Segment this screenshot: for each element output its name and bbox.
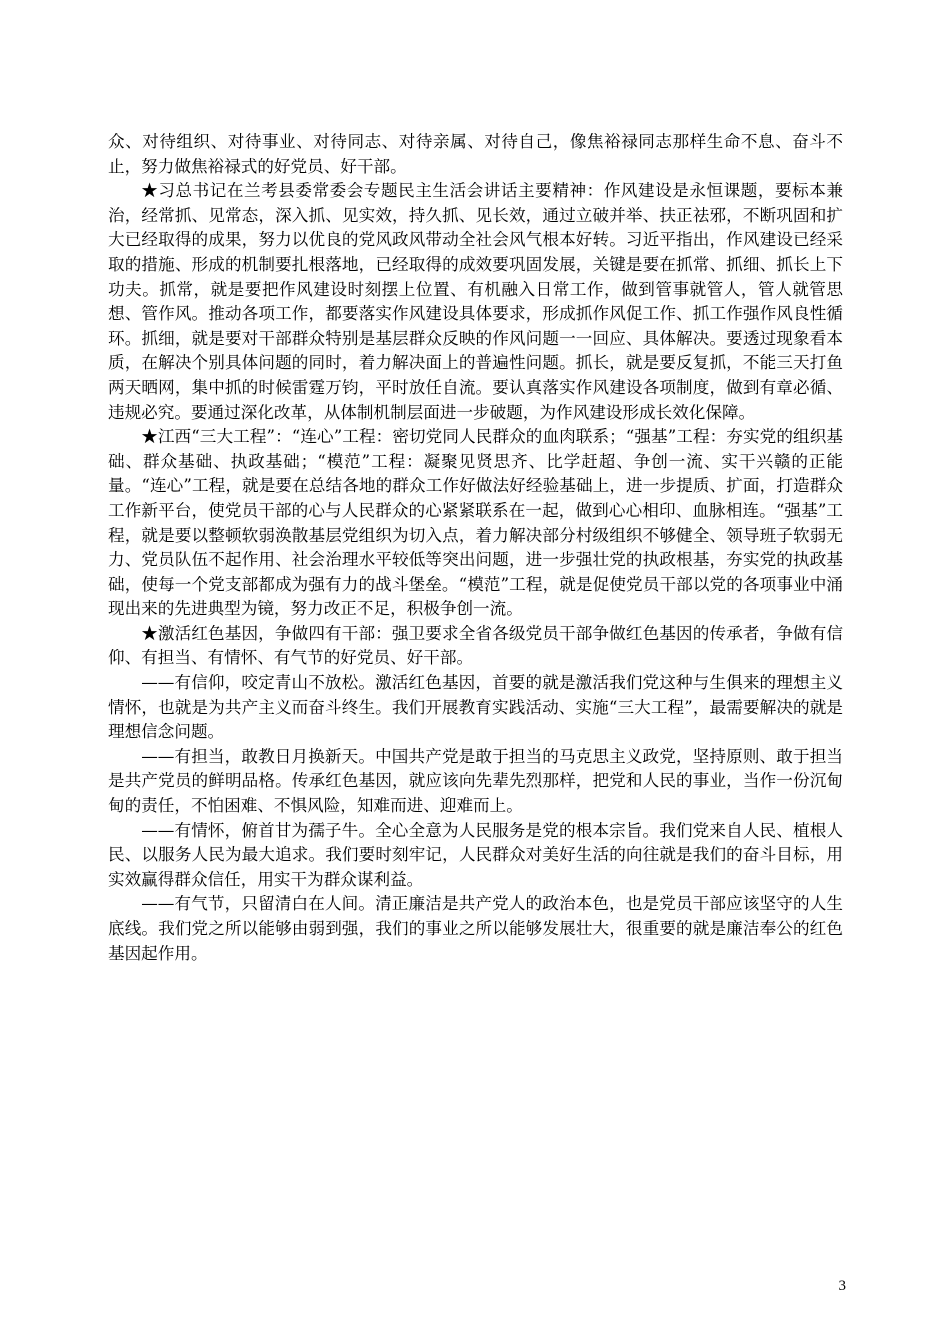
document-body [108,130,843,966]
paragraph-continuation: 众、对待组织、对待事业、对待同志、对待亲属、对待自己，像焦裕禄同志那样生命不息、奋斗不止，努力做焦裕禄式的好党员、好干部。 [108,132,843,176]
paragraph-integrity: ——有气节，只留清白在人间。清正廉洁是共产党人的政治本色，也是党员干部应该坚守的人生底线。我们党之所以能够由弱到强，我们的事业之所以能够发展壮大，很重要的就是廉洁奉公的红色基因起作用。 [108,894,843,963]
paragraph-sentiment: ——有情怀，俯首甘为孺子牛。全心全意为人民服务是党的根本宗旨。我们党来自人民、植根人民、以服务人民为最大追求。我们要时刻牢记，人民群众对美好生活的向往就是我们的奋斗目标，用实效赢得群众信任，用实干为群众谋利益。 [108,820,843,889]
paragraph-belief: ——有信仰，咬定青山不放松。激活红色基因，首要的就是激活我们党这种与生俱来的理想主义情怀，也就是为共产主义而奋斗终生。我们开展教育实践活动、实施“三大工程”，最需要解决的就是理想信念问题。 [108,673,843,742]
paragraph-red-gene: ★激活红色基因，争做四有干部：强卫要求全省各级党员干部争做红色基因的传承者，争做有信仰、有担当、有情怀、有气节的好党员、好干部。 [108,623,843,668]
page-number: 3 [838,1278,846,1294]
paragraph-jiangxi-three-projects: ★江西“三大工程”：“连心”工程：密切党同人民群众的血肉联系；“强基”工程：夯实党的组织基础、群众基础、执政基础；“模范”工程：凝聚见贤思齐、比学赶超、争创一流、实干兴赣的正能量。“连心”工程，就是要在总结各地的群众工作好做法好经验基础上，进一步提质、扩面，打造群众工作新平台，使党员干部的心与人民群众的心紧紧联系在一起，做到心心相印、血脉相连。“强基”工程，就是要以整顿软弱涣散基层党组织为切入点，着力解决部分村级组织不够健全、领导班子软弱无力、党员队伍不起作用、社会治理水平较低等突出问题，进一步强壮党的执政根基，夯实党的执政基础，使每一个党支部都成为强有力的战斗堡垒。“模范”工程，就是促使党员干部以党的各项事业中涌现出来的先进典型为镜，努力改正不足，积极争创一流。 [108,427,843,619]
paragraph-responsibility: ——有担当，敢教日月换新天。中国共产党是敢于担当的马克思主义政党，坚持原则、敢于担当是共产党员的鲜明品格。传承红色基因，就应该向先辈先烈那样，把党和人民的事业，当作一份沉甸甸的责任，不怕困难、不惧风险，知难而进、迎难而上。 [108,746,843,816]
paragraph-lankao-speech: ★习总书记在兰考县委常委会专题民主生活会讲话主要精神：作风建设是永恒课题，要标本兼治，经常抓、见常态，深入抓、见实效，持久抓、见长效，通过立破并举、扶正祛邪，不断巩固和扩大已经取得的成果，努力以优良的党风政风带动全社会风气根本好转。习近平指出，作风建设已经采取的措施、形成的机制要扎根落地，已经取得的成效要巩固发展，关键是要在抓常、抓细、抓长上下功夫。抓常，就是要把作风建设时刻摆上位置、有机融入日常工作，做到管事就管人，管人就管思想、管作风。推动各项工作，都要落实作风建设具体要求，形成抓作风促工作、抓工作强作风良性循环。抓细，就是要对干部群众特别是基层群众反映的作风问题一一回应、具体解决。要透过现象看本质，在解决个别具体问题的同时，着力解决面上的普遍性问题。抓长，就是要反复抓，不能三天打鱼两天晒网，集中抓的时候雷霆万钧，平时放任自流。要认真落实作风建设各项制度，做到有章必循、违规必究。要通过深化改革，从体制机制层面进一步破题，为作风建设形成长效化保障。 [108,181,843,422]
